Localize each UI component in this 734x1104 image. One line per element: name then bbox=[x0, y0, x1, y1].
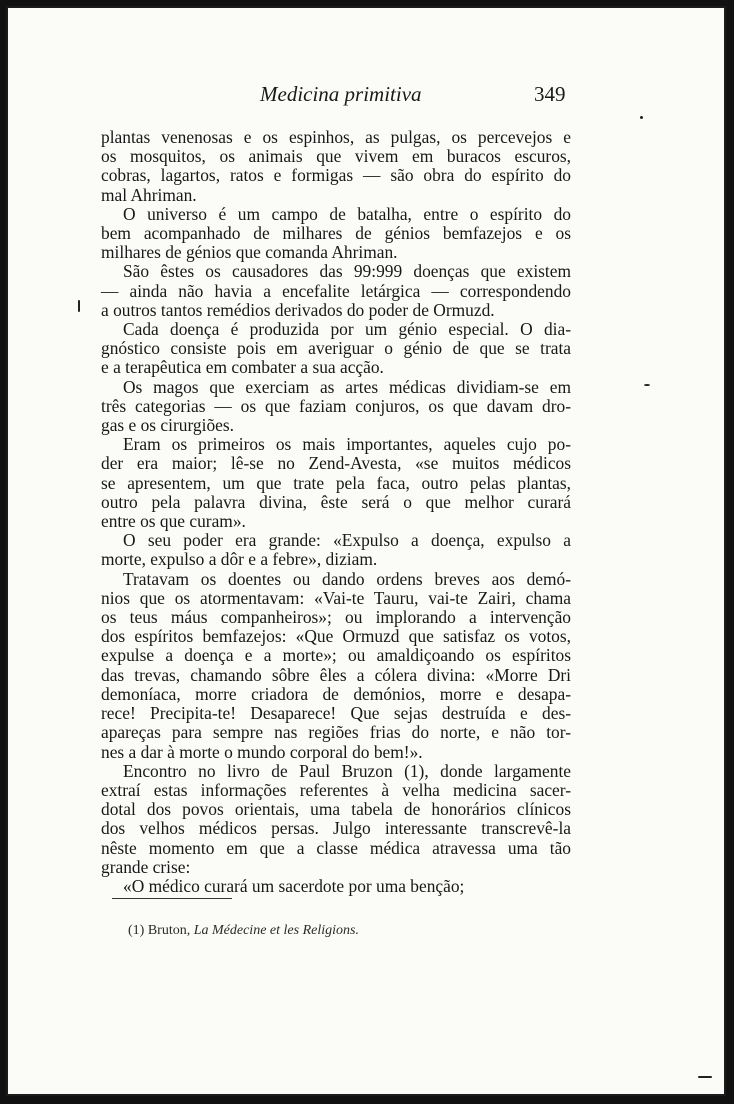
text-line: dotal dos povos orientais, uma tabela de honorários clínicos bbox=[101, 799, 571, 820]
text-line: bem acompanhado de milhares de génios bemfazejos e os bbox=[101, 223, 571, 244]
print-speck bbox=[78, 300, 80, 312]
page-number: 349 bbox=[534, 82, 566, 106]
footnote-author: Bruton, bbox=[147, 923, 191, 938]
text-line: gnóstico consiste pois em averiguar o génio de que se trata bbox=[101, 338, 571, 359]
text-line: demoníaca, morre criadora de demónios, morre e desapa- bbox=[101, 683, 571, 704]
text-line: grande crise: bbox=[101, 856, 191, 877]
body-text bbox=[101, 128, 571, 896]
print-speck bbox=[644, 384, 650, 386]
text-line: São êstes os causadores das 99:999 doenças que existem bbox=[123, 261, 571, 282]
text-line: se apresentem, um que trate pela faca, outro pelas plantas, bbox=[101, 472, 571, 493]
text-line: cobras, lagartos, ratos e formigas — são obra do espírito do bbox=[101, 165, 571, 186]
text-line: der era maior; lê-se no Zend-Avesta, «se muitos médicos bbox=[101, 453, 571, 474]
text-line: dos velhos médicos persas. Julgo interessante transcrevê-la bbox=[101, 818, 571, 839]
text-line: — ainda não havia a encefalite letárgica — correspondendo bbox=[101, 280, 571, 301]
footnote-rule bbox=[112, 898, 232, 899]
text-line: gas e os cirurgiões. bbox=[101, 415, 234, 436]
text-line: nes a dar à morte o mundo corporal do bem!». bbox=[101, 741, 423, 762]
text-line: rece! Precipita-te! Desaparece! Que sejas destruída e des- bbox=[101, 703, 571, 724]
text-line: plantas venenosas e os espinhos, as pulgas, os percevejos e bbox=[101, 127, 571, 147]
text-line: Cada doença é produzida por um génio especial. O dia- bbox=[123, 319, 571, 340]
text-line: «O médico curará um sacerdote por uma benção; bbox=[123, 875, 465, 896]
text-line: e a terapêutica em combater a sua acção. bbox=[101, 357, 384, 378]
text-line: Eram os primeiros os mais importantes, aqueles cujo po- bbox=[123, 434, 571, 455]
text-line: a outros tantos remédios derivados do poder de Ormuzd. bbox=[101, 299, 495, 320]
text-line: os teus máus companheiros»; ou implorando a intervenção bbox=[101, 607, 571, 628]
text-line: apareças para sempre nas regiões frias do norte, e não tor- bbox=[101, 722, 571, 743]
text-line: mal Ahriman. bbox=[101, 184, 197, 205]
text-line: morte, expulso a dôr e a febre», diziam. bbox=[101, 549, 378, 570]
text-line: entre os que curam». bbox=[101, 511, 246, 532]
footnote-marker: (1) bbox=[128, 923, 145, 938]
text-line: os mosquitos, os animais que vivem em buracos escuros, bbox=[101, 146, 571, 167]
text-line: outro pela palavra divina, êste será o que melhor curará bbox=[101, 491, 571, 512]
running-title: Medicina primitiva bbox=[260, 82, 422, 106]
text-line: Tratavam os doentes ou dando ordens breves aos demó- bbox=[123, 568, 571, 589]
print-speck bbox=[698, 1076, 712, 1078]
text-line: nios que os atormentavam: «Vai-te Tauru, vai-te Zairi, chama bbox=[101, 587, 571, 608]
text-line: dos espíritos bemfazejos: «Que Ormuzd que satisfaz os votos, bbox=[101, 626, 571, 647]
text-line: nêste momento em que a classe médica atravessa uma tão bbox=[101, 837, 571, 858]
text-line: três categorias — os que faziam conjuros, os que davam dro- bbox=[101, 395, 571, 416]
running-head bbox=[8, 82, 724, 112]
text-line: O seu poder era grande: «Expulso a doença, expulso a bbox=[123, 530, 571, 551]
print-speck bbox=[640, 116, 643, 119]
text-line: O universo é um campo de batalha, entre o espírito do bbox=[123, 203, 571, 224]
footnote bbox=[128, 923, 359, 939]
text-line: Encontro no livro de Paul Bruzon (1), donde largamente bbox=[123, 760, 571, 781]
text-line: extraí estas informações referentes à velha medicina sacer- bbox=[101, 779, 571, 800]
text-line: das trevas, chamando sôbre êles a cólera divina: «Morre Dri bbox=[101, 664, 571, 685]
footnote-title: La Médecine et les Religions. bbox=[193, 923, 359, 938]
book-page bbox=[6, 6, 726, 1096]
text-line: milhares de génios que comanda Ahriman. bbox=[101, 242, 398, 263]
text-line: Os magos que exerciam as artes médicas dividiam-se em bbox=[123, 376, 571, 397]
text-line: expulse a doença e a morte»; ou amaldiçoando os espíritos bbox=[101, 645, 571, 666]
